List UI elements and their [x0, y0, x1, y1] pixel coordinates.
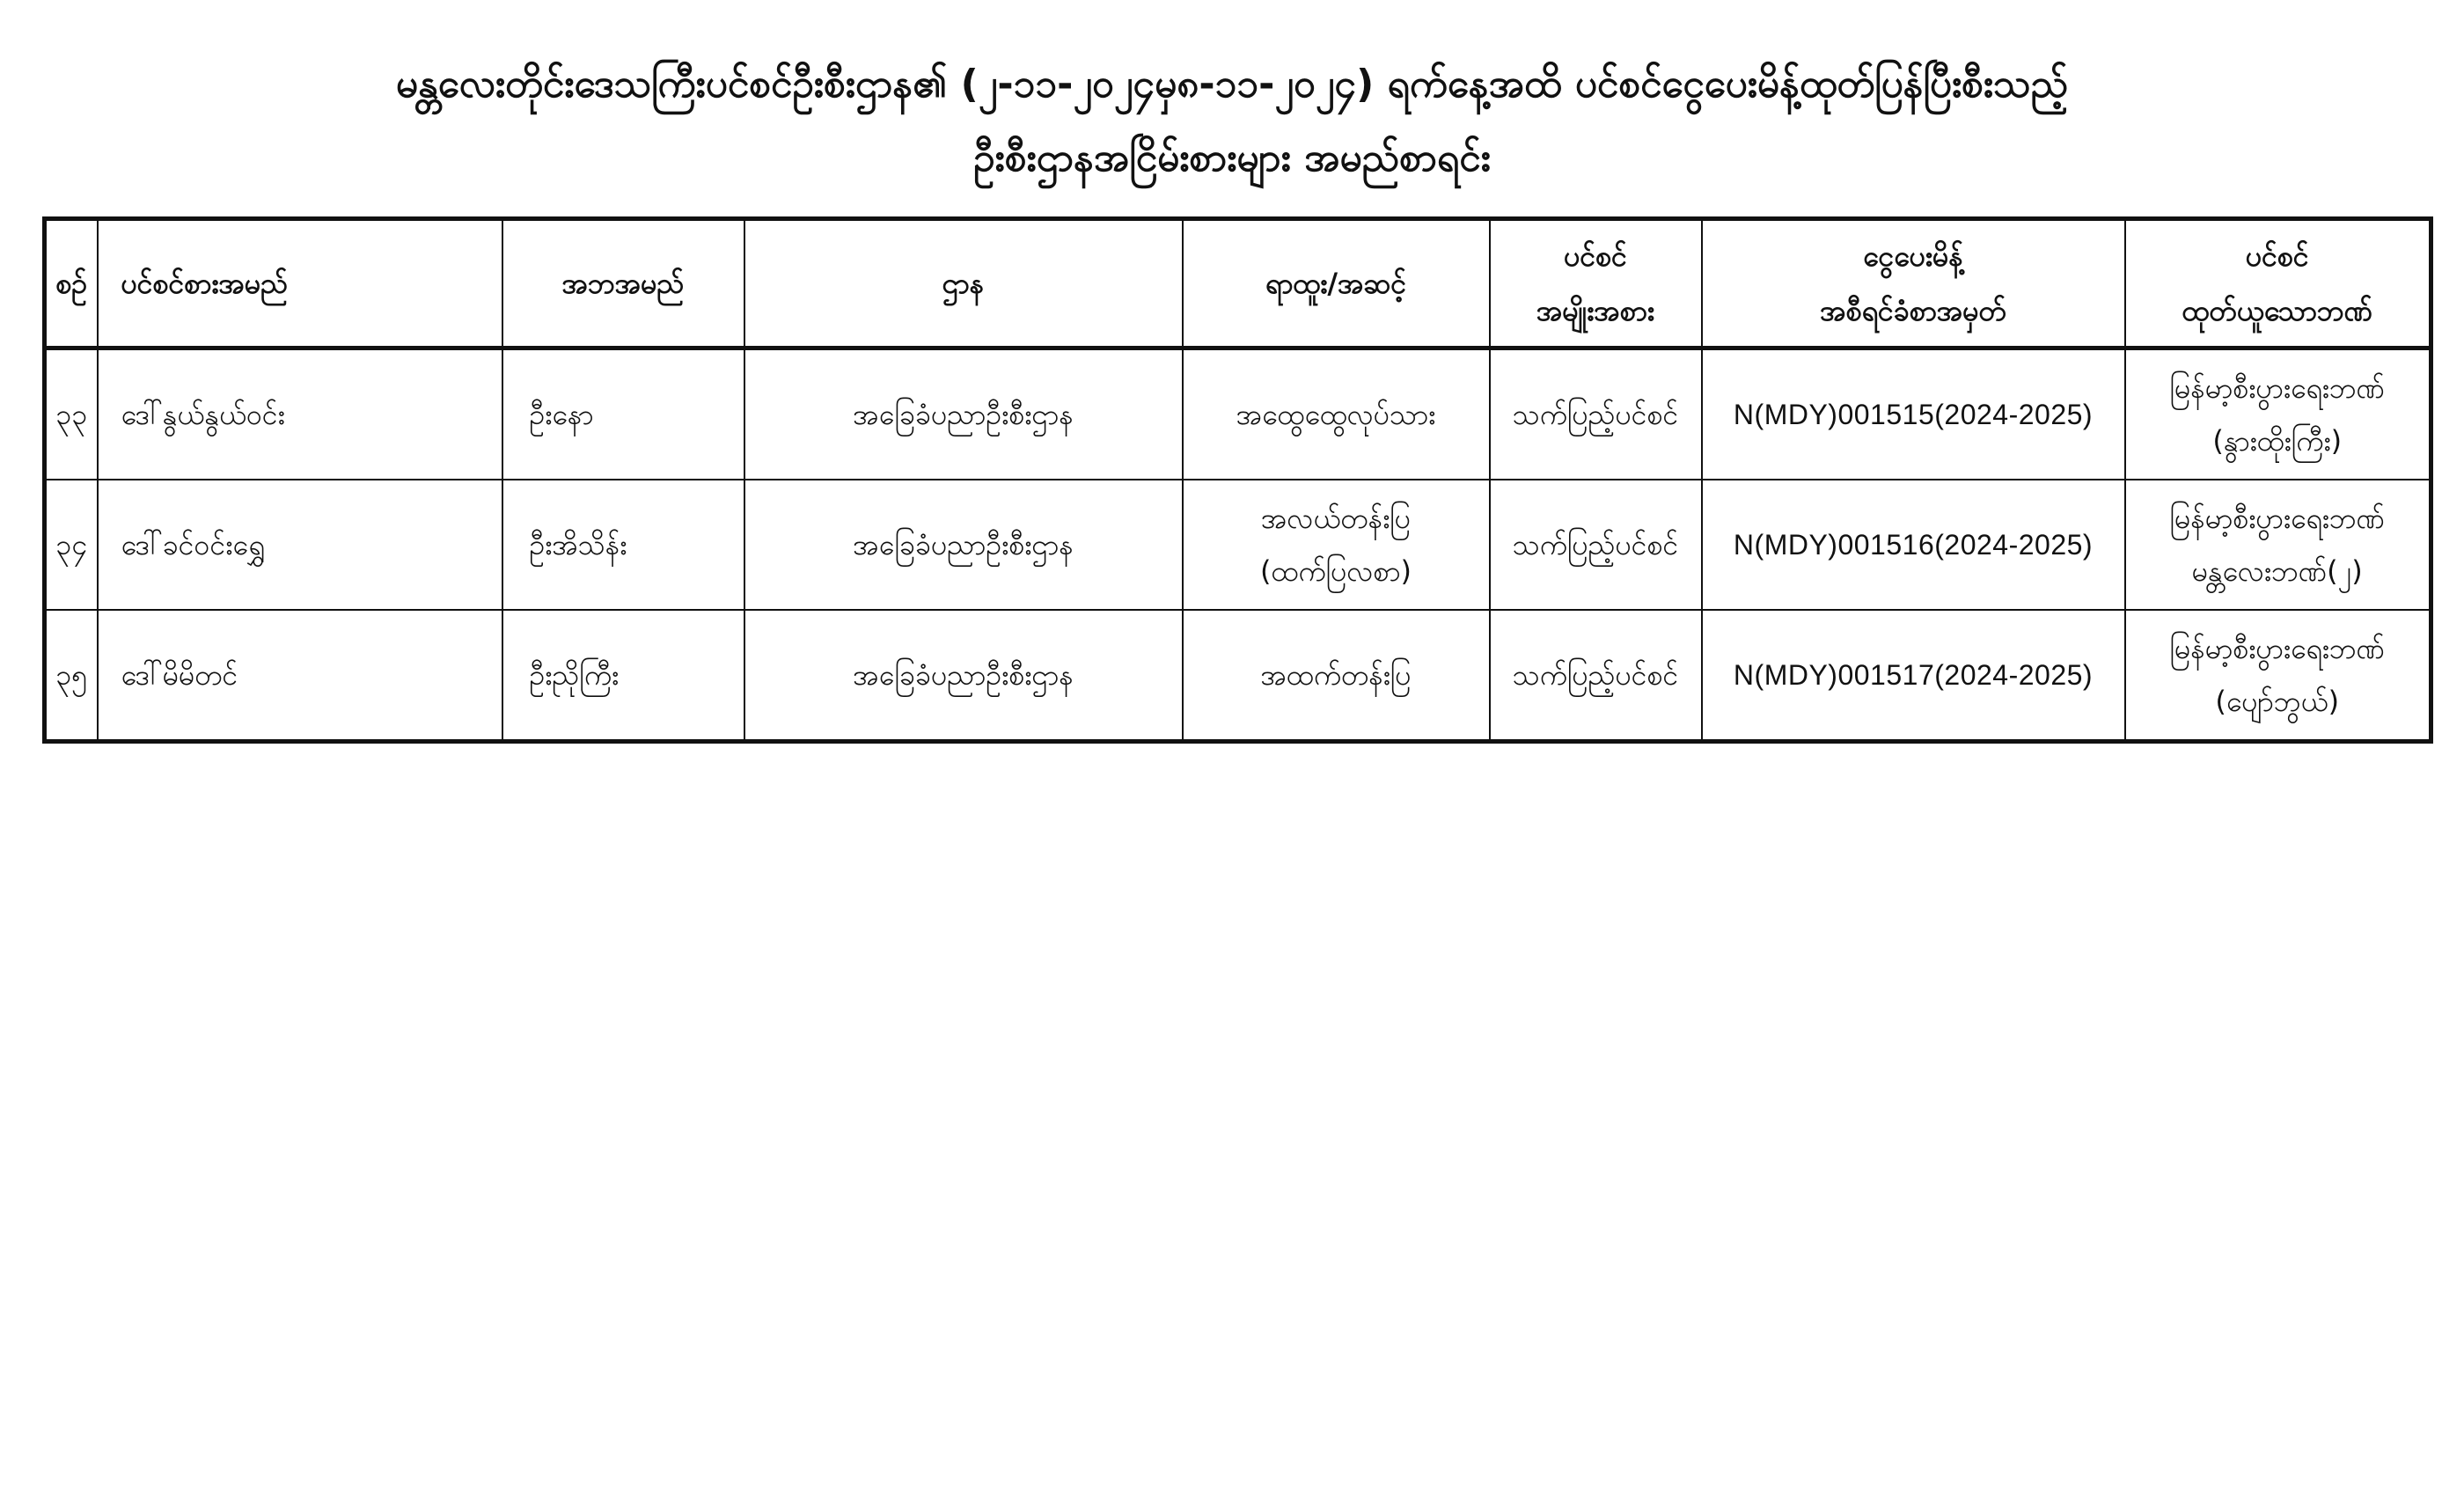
cell-pensioner-name: ဒေါ်နွယ်နွယ်ဝင်း: [98, 348, 502, 480]
cell-serial-no: ၃၃: [45, 348, 98, 480]
header-payment-order-line-2: အစီရင်ခံစာအမှတ်: [1820, 294, 2006, 327]
header-payment-order: [1702, 219, 2125, 348]
cell-rank-line-2: (ထက်ပြလစာ): [1260, 554, 1412, 588]
cell-bank-line-2: မန္တလေးဘဏ်(၂): [2191, 554, 2363, 588]
cell-rank-line-1: အလယ်တန်းပြ: [1261, 502, 1411, 535]
document-title-line-1: မန္တလေးတိုင်းဒေသကြီးပင်စင်ဦးစီးဌာန၏ (၂-၁၁-၂၀၂၄မှ၈-၁၁-၂၀၂၄) ရက်နေ့အထိ ပင်စင်ငွေပေးမိန့်ထုတ်ပြန်ပြီးစီးသည့်: [395, 62, 2069, 106]
cell-rank: [1183, 480, 1490, 610]
cell-pensioner-name: ဒေါ်ခင်ဝင်းရွှေ: [98, 480, 502, 610]
cell-bank-line-1: မြန်မာ့စီးပွားရေးဘဏ်: [2169, 632, 2385, 665]
cell-pension-type: သက်ပြည့်ပင်စင်: [1490, 480, 1702, 610]
pension-list-table: [42, 216, 2433, 744]
cell-serial-no: ၃၄: [45, 480, 98, 610]
cell-serial-no: ၃၅: [45, 610, 98, 742]
cell-rank: [1183, 348, 1490, 480]
cell-bank: [2125, 480, 2431, 610]
header-payment-order-line-1: ငွေပေးမိန့်: [1863, 239, 1963, 273]
cell-pension-type: သက်ပြည့်ပင်စင်: [1490, 610, 1702, 742]
header-department: ဌာန: [744, 219, 1183, 348]
header-rank: ရာထူး/အဆင့်: [1183, 219, 1490, 348]
cell-rank-line-1: အထွေထွေလုပ်သား: [1236, 398, 1436, 431]
cell-bank: [2125, 348, 2431, 480]
header-pension-type-line-1: ပင်စင်: [1564, 239, 1627, 273]
cell-payment-order: N(MDY)001517(2024-2025): [1702, 610, 2125, 742]
header-bank: [2125, 219, 2431, 348]
cell-payment-order: N(MDY)001515(2024-2025): [1702, 348, 2125, 480]
header-serial-no: စဥ်: [45, 219, 98, 348]
cell-bank-line-2: (ပျော်ဘွယ်): [2215, 685, 2340, 718]
cell-rank-line-1: အထက်တန်းပြ: [1260, 658, 1412, 692]
header-father-name: အဘအမည်: [502, 219, 744, 348]
header-bank-line-1: ပင်စင်: [2245, 239, 2309, 273]
cell-payment-order: N(MDY)001516(2024-2025): [1702, 480, 2125, 610]
cell-bank-line-1: မြန်မာ့စီးပွားရေးဘဏ်: [2169, 371, 2385, 405]
table-header-row: [45, 219, 2431, 348]
document-title-line-2: ဦးစီးဌာနအငြိမ်းစားများ အမည်စာရင်း: [973, 136, 1491, 180]
table-row: [45, 610, 2431, 742]
cell-department: အခြေခံပညာဦးစီးဌာန: [744, 348, 1183, 480]
cell-department: အခြေခံပညာဦးစီးဌာန: [744, 610, 1183, 742]
cell-bank-line-1: မြန်မာ့စီးပွားရေးဘဏ်: [2169, 502, 2385, 535]
cell-father-name: ဦးနော: [502, 348, 744, 480]
table-row: [45, 348, 2431, 480]
cell-bank: [2125, 610, 2431, 742]
cell-father-name: ဦးအိသိန်း: [502, 480, 744, 610]
header-bank-line-2: ထုတ်ယူသောဘဏ်: [2182, 294, 2372, 327]
cell-pensioner-name: ဒေါ်မိမိတင်: [98, 610, 502, 742]
header-pension-type: [1490, 219, 1702, 348]
cell-department: အခြေခံပညာဦးစီးဌာန: [744, 480, 1183, 610]
cell-rank: [1183, 610, 1490, 742]
cell-bank-line-2: (နွားထိုးကြီး): [2212, 424, 2343, 458]
table-row: [45, 480, 2431, 610]
cell-father-name: ဦးညိုကြီး: [502, 610, 744, 742]
header-pensioner-name: ပင်စင်စားအမည်: [98, 219, 502, 348]
cell-pension-type: သက်ပြည့်ပင်စင်: [1490, 348, 1702, 480]
header-pension-type-line-2: အမျိုးအစား: [1536, 294, 1655, 327]
